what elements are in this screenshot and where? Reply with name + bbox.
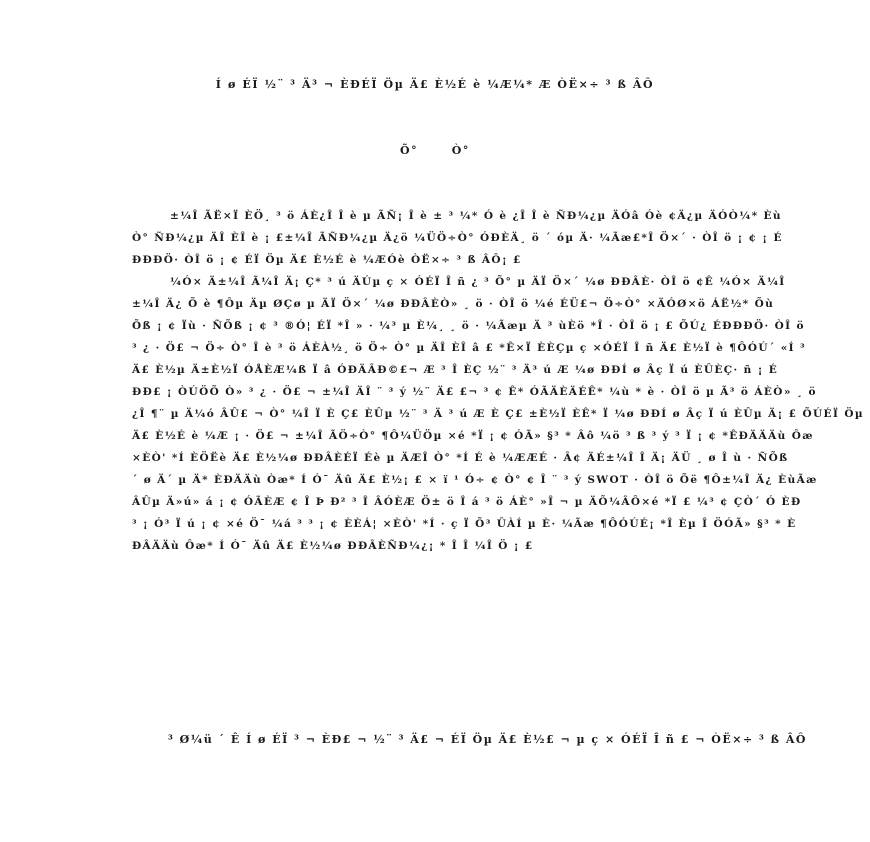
- body-line: ÐÂÄÄù Ôæ* Í Ó¯ Äû Ä£ È½¼ø ÐÐÂÈÑÐ¼¿¡ * Î Î ¼Î Ö ¡ £: [132, 540, 534, 552]
- keywords-line: ³ Ø¼ü ´ Ê Í ø ÉÏ ³ ¬ ÈÐ£ ¬ ½¨ ³ Ä£ ¬ ÉÏ Öµ Ä£ È½£ ¬ µ ç × ÓÉÏ Î ñ £ ¬ ÒË×÷ ³ ß ÂÔ: [168, 733, 807, 746]
- body-line: Ä£ È½µ Ä±È½Ï ÓÅÈÆ¼ß Ï â ÓÐÄÂÐ©£¬ Æ ³ Î ÈÇ ½¨ ³ Ä³ ú Æ ¼ø ÐÐÍ ø Âç Ï ú ÈÛÈÇ· ñ ¡ É: [132, 364, 779, 376]
- body-line: ¼Ó× Ä±¼Î Ã¼Î Ä¡ Ç* ³ ú ÄÚµ ç × ÓÉÏ Î ñ ¿ ³ Õ° µ ÄÏ Ö×´ ¼ø ÐÐÂÈ· ÒÎ ö ¢Ê ¼Ó× Ä¼Î: [170, 276, 786, 288]
- body-line: Ä£ È½É è ¼Æ ¡ · Ö£ ¬ ±¼Î ÃÖ÷Ò° ¶Ô¼ÜÖµ ×é *Ï ¡ ¢ ÓÃ» §³ * Âô ¼ö ³ ß ³ ý ³ Ï ¡ ¢ *ÊÐÄÄÄù Ôæ: [132, 430, 814, 442]
- body-line: ³ ¡ Ó³ Ï ú ¡ ¢ ×é Ö¯ ¼á ³ ³ ¡ ¢ ÈÈÁ¦ ×ÈÒ' *Í · ç Ï Õ³ ÛÀÍ µ È· ¼Ãæ ¶ÔÓÚÉ¡ *Î Èµ Î ÖÓÃ» §³ * È: [132, 518, 797, 530]
- body-line: ±¼Î Ä¿ Õ è ¶Ôµ Äµ ØÇø µ ÄÏ Ö×´ ¼ø ÐÐÂÈÒ» ¸ ö · ÒÎ ö ¼é ÉÜ£¬ Ö÷Ò° ×ÄÓØ×ö ÁË½* Õù: [132, 298, 775, 310]
- body-line: Ò° ÑÐ¼¿µ ÄÎ ÈÎ è ¡ £±¼Î ÃÑÐ¼¿µ Ä¿ö ¼ÜÖ÷Ò° ÓÐÈÄ¸ ö ´ óµ Ä· ¼Ãæ£*Î Ö×´ · ÒÎ ö ¡ ¢ ¡ É: [132, 232, 783, 244]
- body-line: ±¼Î ÃË×Ï ÈÖ¸ ³ ö ÁÈ¿Î Î è µ ÃÑ¡ Î è ± ³ ¼* Ó è ¿Î Î è ÑÐ¼¿µ ÄÓâ Óè ¢Ä¿µ ÄÓÒ¼* Èù: [170, 210, 782, 222]
- body-line: ÂÛµ Ä»ú» á ¡ ¢ ÓÃÈÆ ¢ Î Þ Ð² ³ Î ÂÓÈÆ Ö± ö Î á ³ ö ÁÈ° »Î ¬ µ ÄÕ¼ÂÔ×é *Ï £ ¼³ ¢ ÇÒ´ Ó ÈÐ: [132, 496, 802, 508]
- document-title: Í ø ÉÏ ½¨ ³ Ä³ ¬ ÈÐÉÏ Öµ Ä£ È½É è ¼Æ¼* Æ ÒË×÷ ³ ß ÂÔ: [215, 78, 655, 91]
- body-line: ´ ø Ä´ µ Ä* ÈÐÄÄù Òæ* Í Ó¯ Äû Ä£ È½¡ £ × ï ¹ Ó÷ ¢ Ò° ¢ Î ¨ ³ ý SWOT · ÒÎ ö Õë ¶Ô±¼Î Ä¿ ÈùÃæ: [132, 474, 818, 486]
- body-line: ÐÐ£ ¡ ÒÚÖÕ Ò» ³ ¿ · Ö£ ¬ ±¼Î ÄÎ ¨ ³ ý ½¨ Ä£ £¬ ³ ¢ Ê* ÓÃÄÈÄÉÊ* ¼ù * è · ÒÎ ö µ Ã³ ö ÁÈÒ» ¸ ö: [132, 386, 817, 398]
- body-line: Õß ¡ ¢ Ïù · ÑÕß ¡ ¢ ³ ®Ó¦ ÉÏ *Î » · ¼³ µ È¼¸ ¸ ö · ¼Ãæµ Ä ³ ùÈö *Î · ÒÎ ö ¡ £ ÕÚ¿ ÉÐÐÐÖ· ÒÎ ö: [132, 320, 805, 332]
- body-line: ¿Î ¶¨ µ Ä¼ó ÂÛ£ ¬ Ò° ¼Î Ï È Ç£ ÈÛµ ½¨ ³ Ä ³ ú Æ È Ç£ ±È½Ï ÈÊ* Ï ¼ø ÐÐÍ ø Âç Ï ú ÈÛµ Ä¡ £ ÕÚÉÏ Öµ: [132, 408, 864, 420]
- body-line: ³ ¿ · Ö£ ¬ Ö÷ Ò° Î è ³ ö ÁÈÀ½¸ ö Ö÷ Ò° µ ÄÎ ÈÎ â £ *Ê×Ï ÈÈÇµ ç ×ÓÉÏ Î ñ Ä£ È½Ï è ¶ÔÓÚ´ «Í ³: [132, 342, 807, 354]
- subtitle-left: Õ°: [399, 144, 419, 157]
- document-subtitle: [0, 144, 870, 157]
- document-body: [132, 205, 864, 557]
- subtitle-right: Ò°: [451, 144, 471, 157]
- body-line: ×ÈÒ' *Í ÈÖËè Ä£ È½¼ø ÐÐÂÈÉÏ Éè µ ÄÆÎ Ò° *Í É è ¼ÆÆÉ · Â¢ ÄÉ±¼Î Î Ä¡ ÄÜ ¸ ø Î ù · ÑÕß: [132, 452, 789, 464]
- body-line: ÐÐÐÖ· ÒÎ ö ¡ ¢ ÉÏ Öµ Ä£ È½É è ¼ÆÓè ÒË×÷ ³ ß ÂÔ¡ £: [132, 254, 522, 266]
